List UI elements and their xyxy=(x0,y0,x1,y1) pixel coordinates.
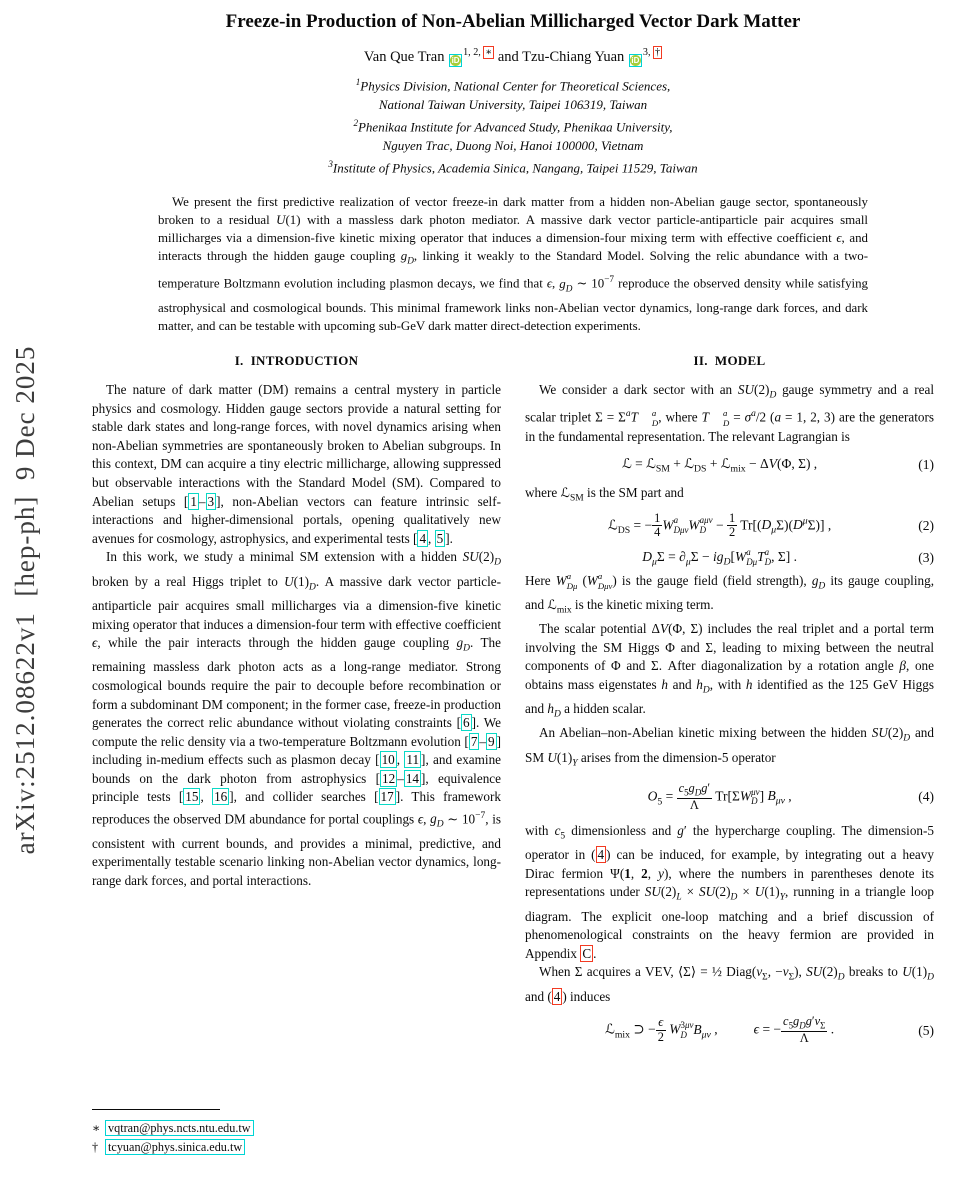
footnote-item xyxy=(92,1138,501,1157)
model-paragraph-2: where ℒ$_{SM}$ is the SM part and xyxy=(525,484,684,504)
equation-5-content: ℒ$_{mix}$ ⊃ − $\frac{\epsilon}{2}$ W 3μν D $B_{\mu\nu}$ , ϵ = − $\frac{c_5g_Dg'v_\Sigma}{\Lambda}$ . xyxy=(605,1014,835,1046)
equation-1-tag: (1) xyxy=(918,457,934,473)
citation-link[interactable]: 1 xyxy=(190,493,197,509)
affiliation-line: Nguyen Trac, Duong Noi, Hanoi 100000, Vietnam xyxy=(382,138,644,154)
equation-2 xyxy=(525,512,934,540)
footnotes xyxy=(92,1109,501,1162)
intro-paragraph-2: In this work, we study a minimal SM extension with a hidden $SU(2)_D$ broken by a real Higgs triplet to $U(1)_D$. A massive dark vector particle-antiparticle pair acquires small millicharges via a dimension-five kinetic mixing operator that induces a dimension-four term with effective coefficient ϵ, while the pair interacts through the hidden gauge coupling $g_D$. The remaining massless dark photon acts as a long-range mediator. Strong cosmological bounds require the pair to decouple before recombination or form a subdominant DM component; in the former case, freeze-in production generates the correct relic abundance without violating constraints [ 6 ]. We compute the relic density via a two-temperature Boltzmann evolution [ 7 – 9 ] including in-medium effects such as plasmon decay [ 10 , 11 ], and examine bounds on the dark photon from astrophysics [ 12 – 14 ], equivalence principle tests [ 15 , 16 ], and collider searches [ 17 ]. This framework reproduces the observed DM abundance for portal couplings ϵ, $g_D$ ∼ $10^{-7}$, is consistent with current bounds, and provides a minimal, predictive, and experimentally testable scenario linking non-Abelian vector dynamics, long-range dark forces, and portal interactions. xyxy=(92,549,502,888)
citation-link[interactable]: 4 xyxy=(419,530,427,546)
model-paragraph-1: We consider a dark sector with an $SU(2)_D$ gauge symmetry and a real scalar triplet $\Sigma = \Sigma^aT$ a D , where T a D = $\sigma^a/2$ (a = 1, 2, 3) are the generators in the fundamental representation. The relevant Lagrangian is xyxy=(525,382,934,445)
citation-link[interactable]: 15 xyxy=(185,789,199,805)
equation-4-content: $O_5$ = $\frac{c_5g_Dg'}{\Lambda}$ Tr[ΣW μν D ] $B_{\mu\nu}$ , xyxy=(647,780,792,813)
two-column-body xyxy=(92,347,934,1162)
model-paragraph-4: The scalar potential ΔV(Φ, Σ) includes the real triplet and a portal term involving the SM Higgs Φ and Σ, leading to mixing between the neutral components of Φ and Σ. After diagonalization by a rotation angle β, one obtains mass eigenstates h and $h_D$, with h identified as the 125 GeV Higgs and $h_D$ a hidden scalar. xyxy=(525,621,934,720)
paper-content xyxy=(92,0,934,1162)
citation-link[interactable]: 9 xyxy=(488,733,495,749)
citation-link[interactable]: 16 xyxy=(214,789,228,805)
citation-link[interactable]: 3 xyxy=(207,493,215,509)
equation-1-content: ℒ = ℒ$_{SM}$ + ℒ$_{DS}$ + ℒ$_{mix}$ − ΔV(Φ, Σ) , xyxy=(622,455,818,475)
affiliations xyxy=(92,73,934,178)
equation-4 xyxy=(525,782,934,813)
orcid-logo: iD xyxy=(451,55,460,65)
email-link[interactable]: tcyuan@phys.sinica.edu.tw xyxy=(105,1139,245,1155)
citation-link[interactable]: 5 xyxy=(436,530,444,546)
equation-5-tag: (5) xyxy=(918,1022,934,1038)
citation-link[interactable]: 11 xyxy=(406,752,420,768)
paper-title: Freeze-in Production of Non-Abelian Millicharged Vector Dark Matter xyxy=(225,11,801,32)
equation-1 xyxy=(525,456,934,475)
footnote-marker: ∗ xyxy=(92,1121,101,1136)
model-paragraph-7: When Σ acquires a VEV, ⟨Σ⟩ = ½ $Diag(v_\Sigma$, $-v_\Sigma$), $SU(2)_D$ breaks to $U(1)_D$ and ( 4 ) induces xyxy=(525,964,934,1004)
orcid-icon[interactable] xyxy=(629,54,642,67)
equation-4-tag: (4) xyxy=(918,789,934,805)
footnote-rule xyxy=(92,1109,220,1110)
affiliation-line: $^1$Physics Division, National Center for Theoretical Sciences, xyxy=(355,76,671,93)
equation-ref-link[interactable]: 4 xyxy=(597,847,605,863)
model-paragraph-5: An Abelian–non-Abelian kinetic mixing between the hidden $SU(2)_D$ and SM $U(1)_Y$ arises from the dimension-5 operator xyxy=(525,725,934,769)
orcid-icon[interactable] xyxy=(449,54,462,67)
equation-2-tag: (2) xyxy=(918,517,934,533)
citation-link[interactable]: 7 xyxy=(470,733,478,749)
equation-3 xyxy=(525,548,934,568)
author-line: Van Que Tran $iD^{1, 2, ∗}$ and Tzu-Chiang Yuan $iD^{3, \dagger}$ xyxy=(363,46,661,65)
affiliation-line: $^3$Institute of Physics, Academia Sinica, Nangang, Taipei 11529, Taiwan xyxy=(328,159,698,176)
abstract: We present the first predictive realization of vector freeze-in dark matter from a hidden non-Abelian gauge sector, spontaneously broken to a residual U(1) with a massless dark photon mediator. A massive dark vector particle-antiparticle pair acquires small millicharges via a dimension-five kinetic mixing operator that induces a dimension-four mixing term with effective coefficient ϵ, and interacts through the hidden gauge coupling $g_D$, linking it weakly to the Standard Model. Solving the relic abundance with a two-temperature Boltzmann evolution including plasmon decays, we find that ϵ, $g_D$ ∼ $10^{-7}$ reproduce the observed density while satisfying astrophysical and cosmological bounds. This minimal framework links non-Abelian vector dynamics, long-range dark forces, and dark matter, and can be testable with upcoming sub-GeV dark matter direct-detection experiments. xyxy=(158,194,869,333)
footnote-marker-link[interactable]: † xyxy=(655,46,661,58)
affiliation-line: National Taiwan University, Taipei 106319, Taiwan xyxy=(378,96,648,112)
citation-link[interactable]: 10 xyxy=(381,752,395,768)
right-column xyxy=(525,347,934,1162)
footnote-marker-link[interactable]: ∗ xyxy=(485,46,493,58)
citation-link[interactable]: 12 xyxy=(382,770,396,786)
equation-3-tag: (3) xyxy=(918,549,934,565)
model-paragraph-3: Here W a Dμ (W a Dμν ) is the gauge field (field strength), $g_D$ its gauge coupling, and ℒ$_{mix}$ is the kinetic mixing term. xyxy=(525,571,934,616)
left-column xyxy=(92,347,501,1162)
section-heading-introduction: I. INTRODUCTION xyxy=(234,353,359,369)
equation-ref-link[interactable]: C xyxy=(582,945,592,961)
affiliation-line: $^2$Phenikaa Institute for Advanced Study, Phenikaa University, xyxy=(353,117,673,135)
footnote-marker: † xyxy=(92,1139,99,1154)
email-link[interactable]: vqtran@phys.ncts.ntu.edu.tw xyxy=(105,1120,254,1136)
orcid-logo: iD xyxy=(631,55,640,65)
citation-link[interactable]: 6 xyxy=(462,715,470,731)
section-heading-model: II. MODEL xyxy=(693,353,766,369)
citation-link[interactable]: 17 xyxy=(380,789,394,805)
citation-link[interactable]: 14 xyxy=(405,770,419,786)
equation-3-content: $D_\mu\Sigma = \partial_\mu\Sigma - ig_D[W$ a Dμ T a D , Σ] . xyxy=(642,547,797,568)
equation-2-content: ℒ$_{DS}$ = − $\frac{1}{4}$ W a Dμν W aμν D − $\frac{1}{2}$ $Tr[(D_\mu\Sigma)(D^\mu\Sigma)]$ , xyxy=(607,510,832,540)
intro-paragraph-1: The nature of dark matter (DM) remains a central mystery in particle physics and cosmology. Hidden gauge sectors provide a natural setting for stable dark states and long-range forces, with novel dynamics arising when non-Abelian symmetries are spontaneously broken to Abelian subgroups. In this context, DM can acquire a tiny electric millicharge, allowing suppressed but observable interactions with the Standard Model (SM). Compared to Abelian setups [ 1 – 3 ], non-Abelian vectors can feature intrinsic self-interactions and higher-dimensional portals, opening qualitatively new avenues for cosmology, astrophysics, and experimental tests [ 4 , 5 ]. xyxy=(92,382,501,546)
equation-5 xyxy=(525,1015,934,1046)
footnote-item xyxy=(92,1119,501,1138)
equation-ref-link[interactable]: 4 xyxy=(553,988,561,1004)
arxiv-watermark[interactable]: arXiv:2512.08622v1 [hep-ph] 9 Dec 2025 xyxy=(10,345,40,855)
model-paragraph-6: with $c_5$ dimensionless and g′ the hypercharge coupling. The dimension-5 operator in ( 4 ) can be induced, for example, by integrating out a heavy Dirac fermion Ψ(1, 2, y), where the numbers in parentheses denote its representations under $SU(2)_L \times SU(2)_D \times U(1)_Y$, running in a triangle loop diagram. The explicit one-loop matching and a brief discussion of phenomenological constraints on the heavy fermion are provided in Appendix C . xyxy=(525,822,934,961)
